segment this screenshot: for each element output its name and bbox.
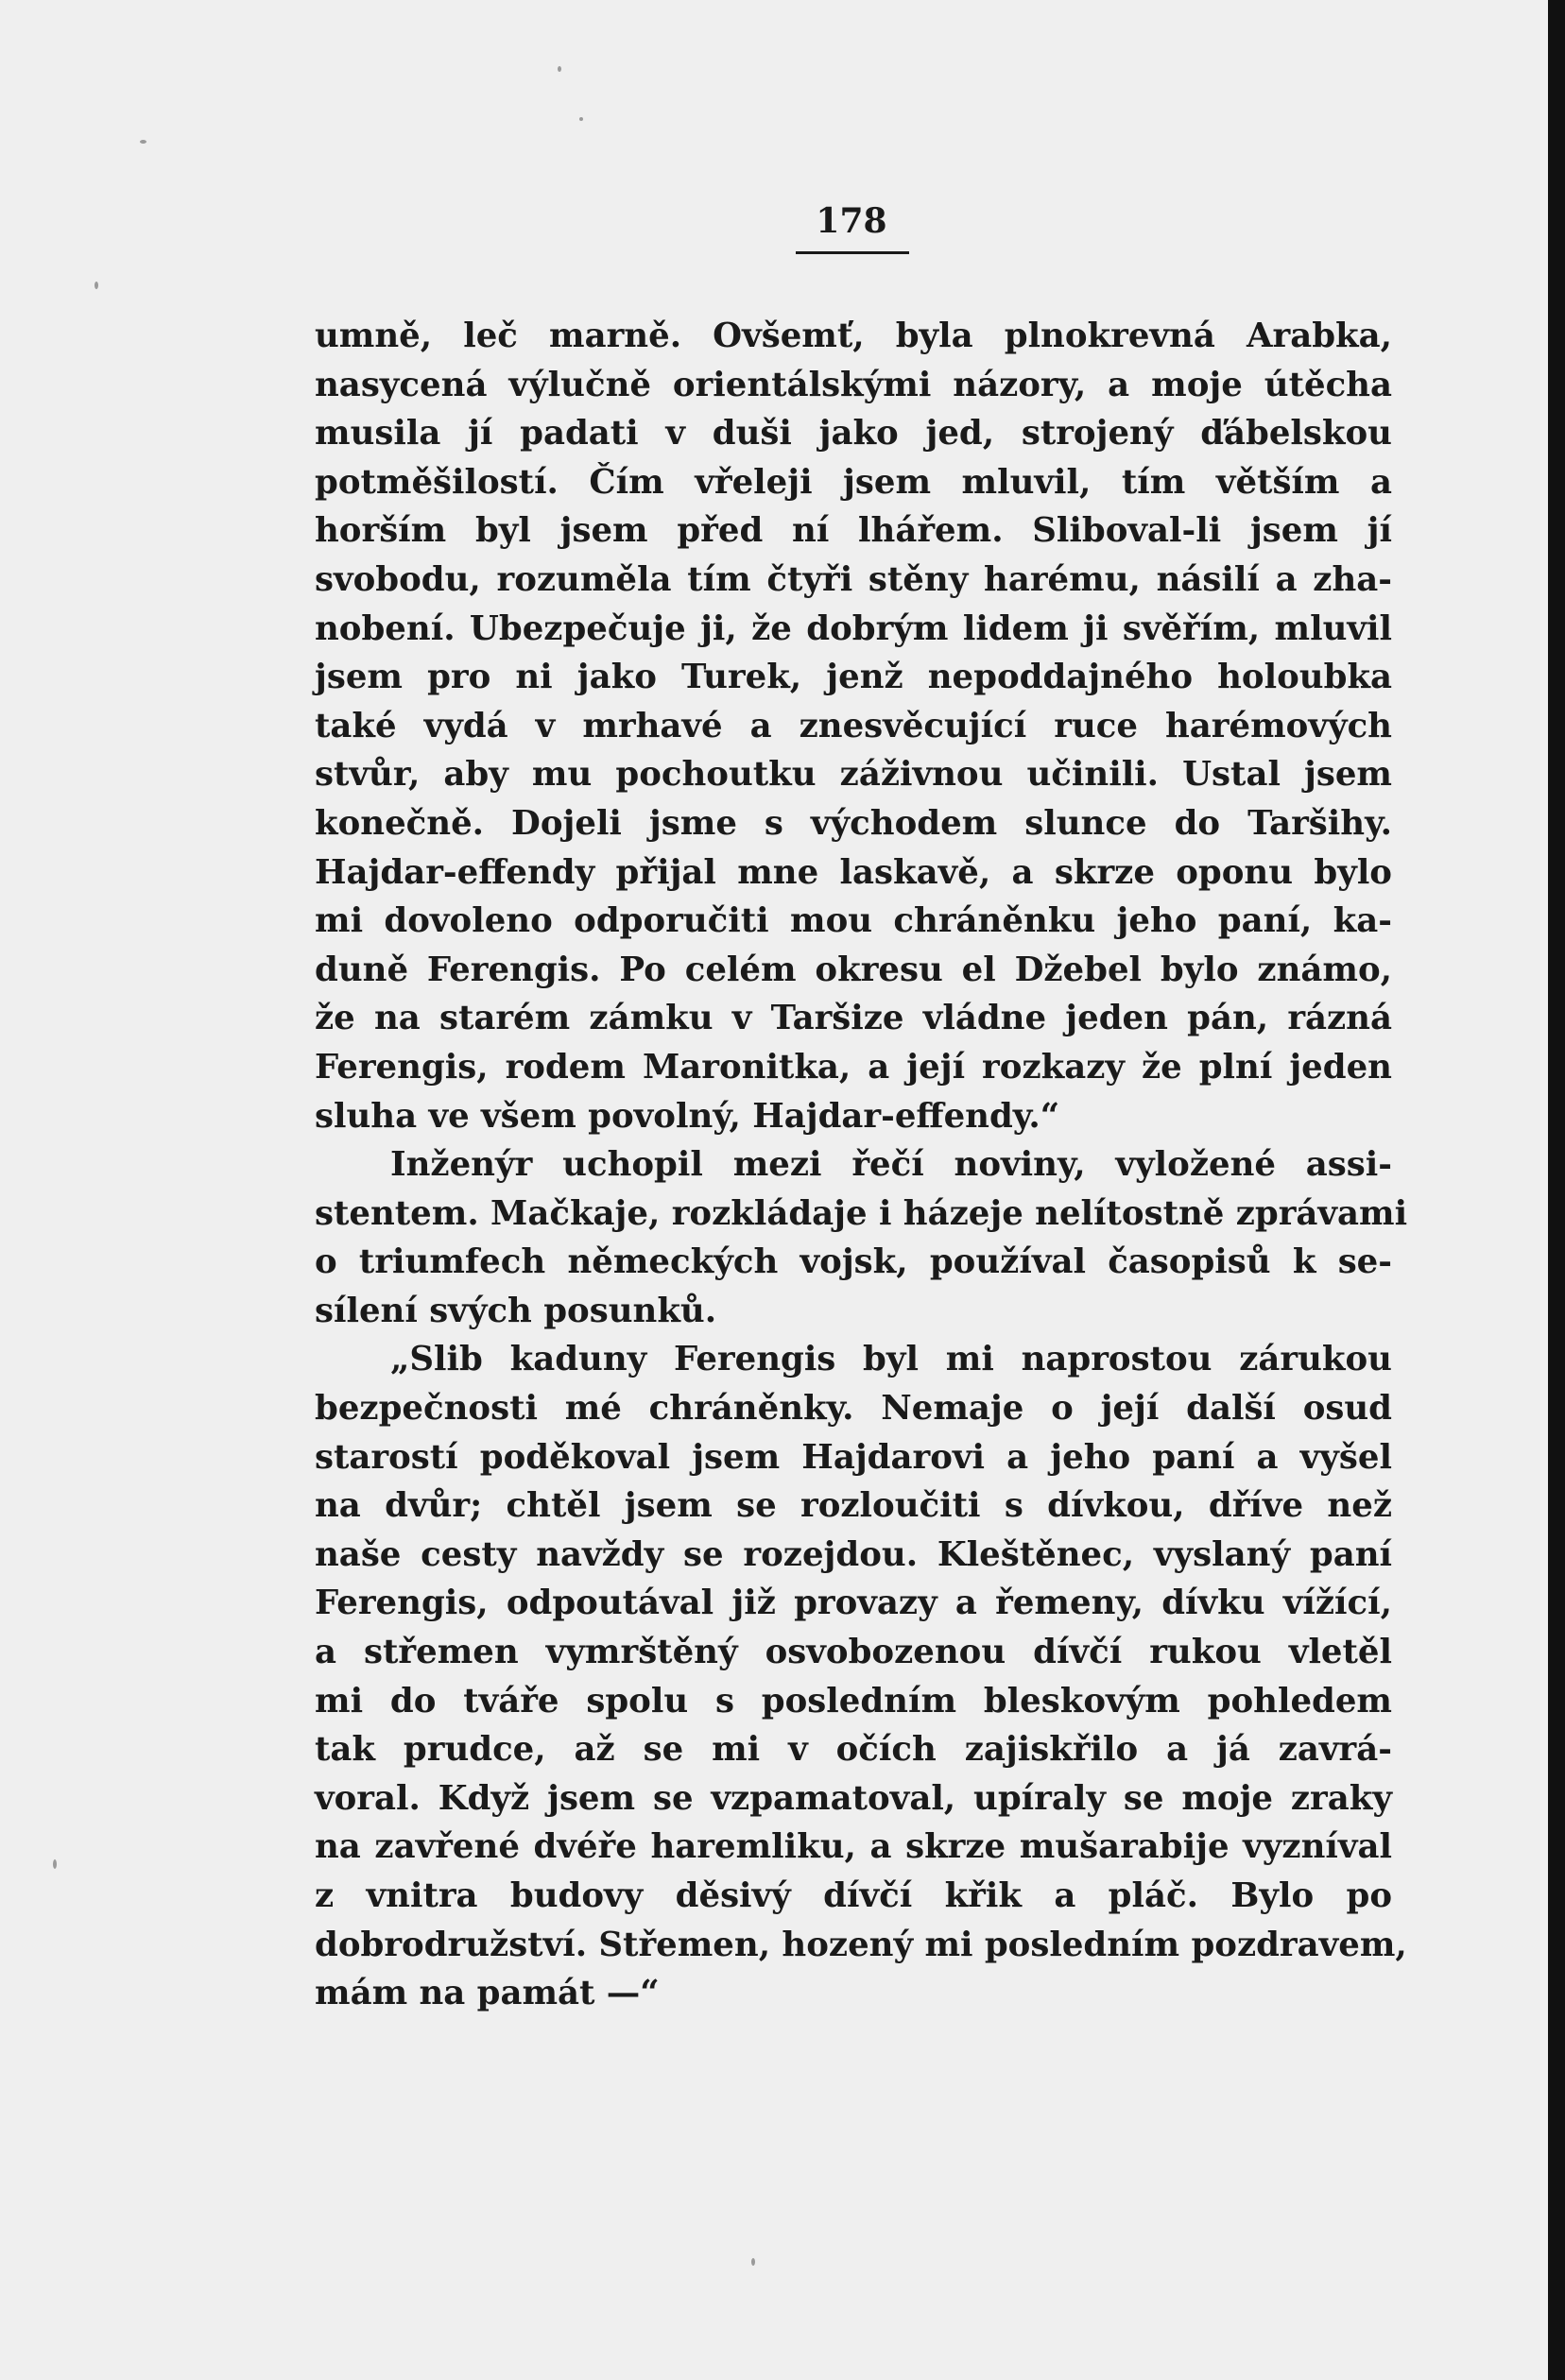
text-line: na dvůr; chtěl jsem se rozloučiti s dívkou, dříve než: [315, 1486, 1392, 1526]
text-line: svobodu, rozuměla tím čtyři stěny harému, násilí a zha-: [315, 559, 1392, 599]
text-line: Ferengis, odpoutával již provazy a řemeny, dívku vížící,: [315, 1584, 1392, 1623]
paper-speck: [558, 66, 561, 72]
text-line: sílení svých posunků.: [315, 1291, 717, 1330]
text-line: dobrodružství. Střemen, hozený mi posledním pozdravem,: [315, 1925, 1407, 1964]
text-line: musila jí padati v duši jako jed, strojený ďábelskou: [315, 414, 1392, 454]
text-line: Ferengis, rodem Maronitka, a její rozkazy že plní jeden: [315, 1047, 1392, 1087]
text-line: konečně. Dojeli jsme s východem slunce do Taršihy.: [315, 803, 1392, 843]
body-text: [315, 312, 1408, 2018]
scan-edge: [1548, 0, 1565, 2380]
paper-speck: [751, 2258, 755, 2266]
text-line: mi dovoleno odporučiti mou chráněnku jeho paní, ka-: [315, 901, 1392, 941]
text-line: stentem. Mačkaje, rozkládaje i házeje nelítostně zprávami: [315, 1193, 1408, 1233]
page-number-rule: [796, 251, 909, 254]
text-line: Inženýr uchopil mezi řečí noviny, vyložené assi-: [390, 1145, 1392, 1185]
text-line: a střemen vymrštěný osvobozenou dívčí rukou vletěl: [315, 1633, 1392, 1672]
text-line: nobení. Ubezpečuje ji, že dobrým lidem ji svěřím, mluvil: [315, 608, 1392, 648]
text-line: tak prudce, až se mi v očích zajiskřilo a já zavrá-: [315, 1730, 1392, 1770]
text-line: voral. Když jsem se vzpamatoval, upíraly se moje zraky: [315, 1778, 1392, 1818]
text-line: jsem pro ni jako Turek, jenž nepoddajného holoubka: [315, 658, 1392, 697]
paper-speck: [140, 140, 146, 144]
page-number: 178: [816, 201, 887, 241]
text-line: sluha ve všem povolný, Hajdar-effendy.“: [315, 1096, 1060, 1136]
paper-speck: [579, 117, 583, 121]
text-line: naše cesty navždy se rozejdou. Kleštěnec, vyslaný paní: [315, 1534, 1392, 1574]
text-line: o triumfech německých vojsk, používal časopisů k se-: [315, 1242, 1392, 1282]
text-line: umně, leč marně. Ovšemť, byla plnokrevná Arabka,: [315, 317, 1392, 355]
text-line: bezpečnosti mé chráněnky. Nemaje o její další osud: [315, 1389, 1392, 1429]
text-line: potměšilostí. Čím vřeleji jsem mluvil, tím větším a: [315, 462, 1392, 502]
text-line: „Slib kaduny Ferengis byl mi naprostou zárukou: [390, 1340, 1392, 1379]
text-line: starostí poděkoval jsem Hajdarovi a jeho paní a vyšel: [315, 1437, 1392, 1477]
text-line: také vydá v mrhavé a znesvěcující ruce harémových: [315, 706, 1392, 745]
text-line: z vnitra budovy děsivý dívčí křik a pláč. Bylo po: [315, 1876, 1392, 1915]
text-line: stvůr, aby mu pochoutku záživnou učinili. Ustal jsem: [315, 755, 1392, 795]
text-line: že na starém zámku v Taršize vládne jeden pán, rázná: [315, 999, 1392, 1038]
text-line: nasycená výlučně orientálskými názory, a moje útěcha: [315, 365, 1392, 404]
text-line: horším byl jsem před ní lhářem. Sliboval-li jsem jí: [315, 511, 1392, 551]
text-line: mi do tváře spolu s posledním bleskovým pohledem: [315, 1681, 1392, 1721]
text-line: na zavřené dvéře haremliku, a skrze mušarabije vyzníval: [315, 1827, 1392, 1867]
text-line: mám na památ —“: [315, 1974, 660, 2013]
paper-speck: [53, 1859, 57, 1869]
paper-speck: [95, 282, 98, 289]
text-line: duně Ferengis. Po celém okresu el Džebel bylo známo,: [315, 950, 1392, 989]
text-line: Hajdar-effendy přijal mne laskavě, a skrze oponu bylo: [315, 852, 1392, 892]
